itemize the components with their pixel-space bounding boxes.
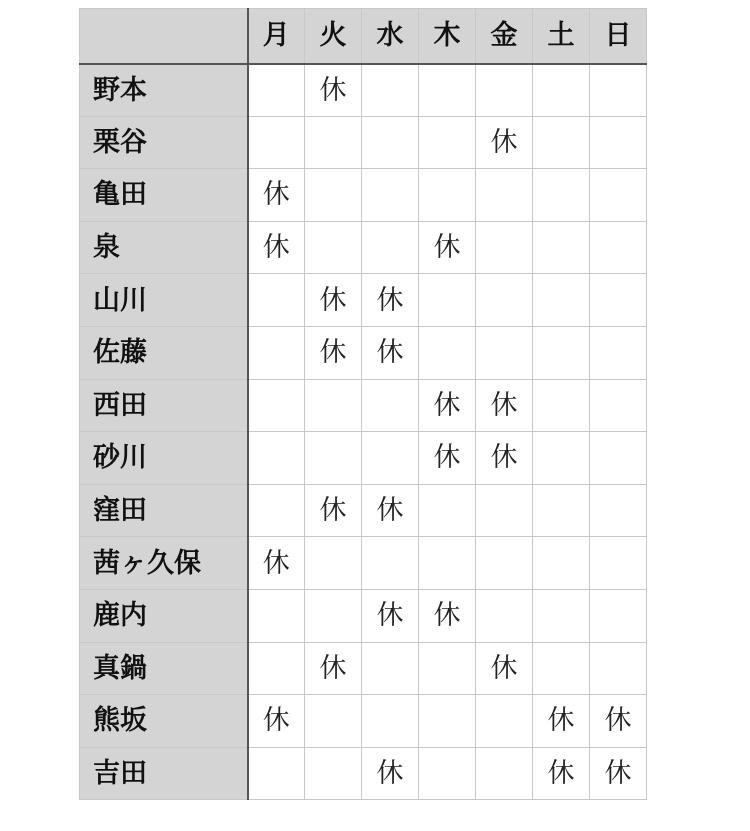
schedule-cell — [248, 116, 305, 169]
day-off-cell: 休 — [476, 642, 533, 695]
schedule-cell — [419, 64, 476, 117]
day-header-fri: 金 — [476, 9, 533, 64]
schedule-cell — [305, 589, 362, 642]
schedule-cell — [476, 589, 533, 642]
day-off-cell: 休 — [305, 326, 362, 379]
schedule-cell — [419, 695, 476, 748]
schedule-cell — [419, 326, 476, 379]
schedule-cell — [305, 169, 362, 222]
schedule-cell — [419, 642, 476, 695]
schedule-cell — [419, 747, 476, 800]
employee-name: 窪田 — [80, 484, 248, 537]
schedule-cell — [533, 116, 590, 169]
schedule-cell — [419, 274, 476, 327]
day-off-cell: 休 — [419, 379, 476, 432]
schedule-cell — [590, 432, 647, 485]
table-row — [80, 484, 647, 537]
day-off-cell: 休 — [419, 589, 476, 642]
day-off-cell: 休 — [305, 642, 362, 695]
schedule-cell — [476, 64, 533, 117]
schedule-cell — [419, 484, 476, 537]
schedule-cell — [533, 326, 590, 379]
schedule-cell — [419, 116, 476, 169]
day-off-cell: 休 — [533, 695, 590, 748]
day-off-cell: 休 — [362, 589, 419, 642]
day-off-cell: 休 — [305, 64, 362, 117]
employee-name: 佐藤 — [80, 326, 248, 379]
day-off-cell: 休 — [590, 747, 647, 800]
day-header-sun: 日 — [590, 9, 647, 64]
day-off-cell: 休 — [590, 695, 647, 748]
schedule-cell — [533, 537, 590, 590]
table-row — [80, 695, 647, 748]
table-row — [80, 537, 647, 590]
schedule-cell — [476, 484, 533, 537]
corner-cell — [80, 9, 248, 64]
schedule-cell — [305, 747, 362, 800]
schedule-cell — [590, 64, 647, 117]
schedule-cell — [533, 64, 590, 117]
day-off-cell: 休 — [533, 747, 590, 800]
schedule-cell — [362, 221, 419, 274]
schedule-cell — [476, 537, 533, 590]
schedule-cell — [362, 642, 419, 695]
schedule-cell — [419, 537, 476, 590]
day-header-sat: 土 — [533, 9, 590, 64]
schedule-cell — [590, 642, 647, 695]
day-off-cell: 休 — [362, 747, 419, 800]
day-off-cell: 休 — [248, 695, 305, 748]
schedule-cell — [362, 695, 419, 748]
schedule-cell — [248, 64, 305, 117]
day-off-cell: 休 — [362, 326, 419, 379]
schedule-cell — [248, 589, 305, 642]
schedule-cell — [590, 274, 647, 327]
day-header-wed: 水 — [362, 9, 419, 64]
employee-name: 西田 — [80, 379, 248, 432]
employee-name: 茜ヶ久保 — [80, 537, 248, 590]
schedule-cell — [248, 326, 305, 379]
schedule-body — [80, 64, 647, 800]
schedule-cell — [476, 169, 533, 222]
employee-name: 栗谷 — [80, 116, 248, 169]
day-off-cell: 休 — [362, 484, 419, 537]
schedule-cell — [362, 116, 419, 169]
day-off-cell: 休 — [248, 221, 305, 274]
schedule-cell — [590, 221, 647, 274]
day-off-cell: 休 — [362, 274, 419, 327]
employee-name: 熊坂 — [80, 695, 248, 748]
header-row — [80, 9, 647, 64]
schedule-cell — [305, 221, 362, 274]
schedule-cell — [590, 326, 647, 379]
schedule-cell — [533, 642, 590, 695]
employee-name: 山川 — [80, 274, 248, 327]
employee-name: 真鍋 — [80, 642, 248, 695]
schedule-cell — [362, 169, 419, 222]
schedule-cell — [590, 589, 647, 642]
schedule-cell — [476, 326, 533, 379]
schedule-cell — [248, 747, 305, 800]
schedule-cell — [362, 379, 419, 432]
shift-schedule-table — [79, 8, 647, 800]
schedule-cell — [248, 379, 305, 432]
employee-name: 鹿内 — [80, 589, 248, 642]
schedule-cell — [476, 221, 533, 274]
day-off-cell: 休 — [248, 537, 305, 590]
day-off-cell: 休 — [248, 169, 305, 222]
schedule-cell — [476, 747, 533, 800]
schedule-cell — [305, 116, 362, 169]
table-row — [80, 432, 647, 485]
table-row — [80, 64, 647, 117]
schedule-cell — [248, 274, 305, 327]
employee-name: 亀田 — [80, 169, 248, 222]
schedule-cell — [533, 169, 590, 222]
employee-name: 砂川 — [80, 432, 248, 485]
table-row — [80, 326, 647, 379]
table-row — [80, 747, 647, 800]
schedule-cell — [248, 484, 305, 537]
table-row — [80, 642, 647, 695]
schedule-cell — [305, 695, 362, 748]
schedule-cell — [248, 432, 305, 485]
schedule-cell — [305, 379, 362, 432]
day-header-mon: 月 — [248, 9, 305, 64]
day-off-cell: 休 — [305, 484, 362, 537]
day-off-cell: 休 — [476, 116, 533, 169]
schedule-cell — [362, 64, 419, 117]
schedule-cell — [590, 379, 647, 432]
schedule-cell — [305, 537, 362, 590]
schedule-cell — [419, 169, 476, 222]
day-off-cell: 休 — [419, 432, 476, 485]
table-row — [80, 589, 647, 642]
schedule-cell — [533, 379, 590, 432]
schedule-cell — [590, 537, 647, 590]
day-header-tue: 火 — [305, 9, 362, 64]
table-row — [80, 116, 647, 169]
schedule-cell — [362, 537, 419, 590]
schedule-cell — [533, 484, 590, 537]
employee-name: 吉田 — [80, 747, 248, 800]
schedule-cell — [533, 274, 590, 327]
schedule-cell — [248, 642, 305, 695]
schedule-cell — [533, 589, 590, 642]
day-off-cell: 休 — [476, 432, 533, 485]
employee-name: 野本 — [80, 64, 248, 117]
table-row — [80, 274, 647, 327]
schedule-cell — [533, 221, 590, 274]
schedule-cell — [305, 432, 362, 485]
day-off-cell: 休 — [305, 274, 362, 327]
employee-name: 泉 — [80, 221, 248, 274]
day-off-cell: 休 — [419, 221, 476, 274]
schedule-cell — [362, 432, 419, 485]
table-row — [80, 221, 647, 274]
schedule-cell — [476, 695, 533, 748]
table-row — [80, 169, 647, 222]
table-row — [80, 379, 647, 432]
schedule-cell — [476, 274, 533, 327]
schedule-cell — [590, 169, 647, 222]
schedule-cell — [533, 432, 590, 485]
day-header-thu: 木 — [419, 9, 476, 64]
schedule-cell — [590, 116, 647, 169]
day-off-cell: 休 — [476, 379, 533, 432]
schedule-cell — [590, 484, 647, 537]
